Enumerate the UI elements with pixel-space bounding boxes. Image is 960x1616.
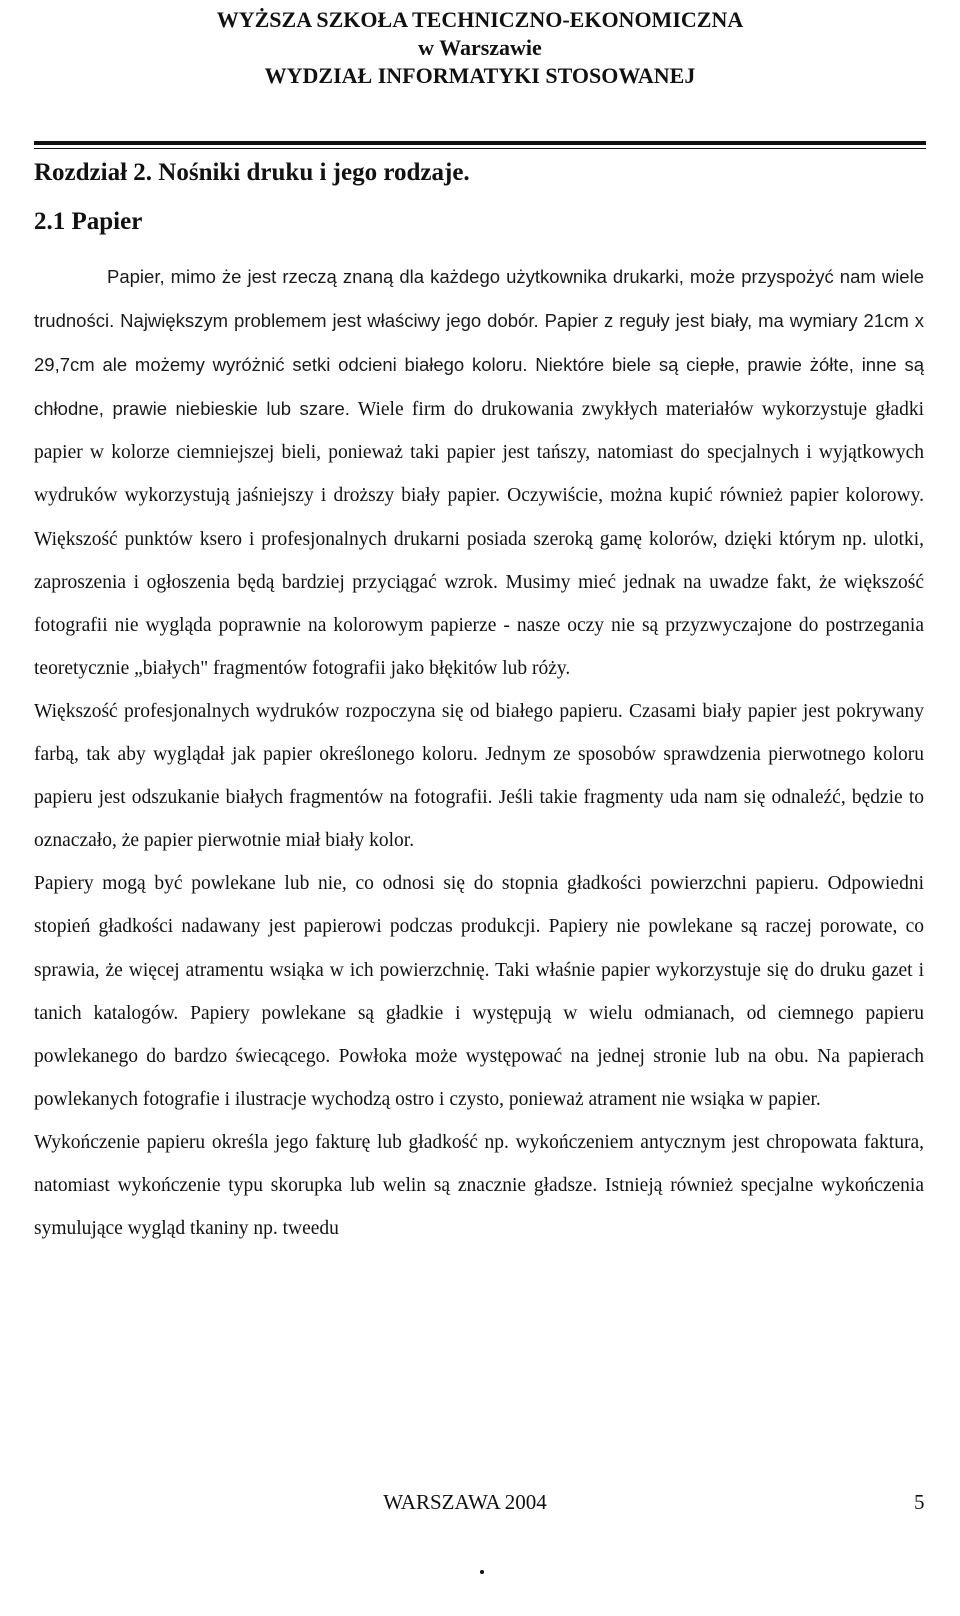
- paragraph-3: Papiery mogą być powlekane lub nie, co odnosi się do stopnia gładkości powierzchni papieru. Odpowiedni stopień gładkości nadawany jest papierowi podczas produkcji. Papiery nie powlekane są raczej porowate, co sprawia, że więcej atramentu wsiąka w ich powierzchnię. Taki właśnie papier wykorzystuje się do druku gazet i tanich katalogów. Papiery powlekane są gładkie i występują w wielu odmianach, od ciemnego papieru powlekanego do bardzo świecącego. Powłoka może występować na jednej stronie lub na obu. Na papierach powlekanych fotografie i ilustracje wychodzą ostro i czysto, ponieważ atrament nie wsiąka w papier.: [34, 873, 924, 1110]
- page-number: 5: [914, 1490, 925, 1514]
- paragraph-1-part-b: Wiele firm do drukowania zwykłych materiałów wykorzystuje gładki papier w kolorze ciemniejszej bieli, ponieważ taki papier jest tańszy, natomiast do specjalnych i wyjątkowych wydruków wykorzystują jaśniejszy i droższy biały papier. Oczywiście, można kupić również papier kolorowy. Większość punktów ksero i profesjonalnych drukarni posiada szeroką gamę kolorów, dzięki którym np. ulotki, zaproszenia i ogłoszenia będą bardziej przyciągać wzrok. Musimy mieć jednak na uwadze fakt, że większość fotografii nie wygląda poprawnie na kolorowym papierze - nasze oczy nie są przyzwyczajone do postrzegania teoretycznie „białych" fragmentów fotografii jako błękitów lub róży.: [34, 399, 924, 679]
- body-text: [34, 255, 924, 1250]
- faculty-name: WYDZIAŁ INFORMATYKI STOSOWANEJ: [264, 63, 696, 88]
- university-name: WYŻSZA SZKOŁA TECHNICZNO-EKONOMICZNA: [216, 7, 744, 32]
- paragraph-2: Większość profesjonalnych wydruków rozpoczyna się od białego papieru. Czasami biały papier jest pokrywany farbą, tak aby wyglądał jak papier określonego koloru. Jednym ze sposobów sprawdzenia pierwotnego koloru papieru jest odszukanie białych fragmentów na fotografii. Jeśli takie fragmenty uda nam się odnaleźć, będzie to oznaczało, że papier pierwotnie miał biały kolor.: [34, 700, 924, 852]
- footer-dot: [480, 1570, 484, 1574]
- document-header: [0, 6, 960, 90]
- header-rule-thick: [34, 141, 926, 145]
- header-rule-thin: [34, 148, 926, 149]
- footer-place-year: WARSZAWA 2004: [383, 1490, 547, 1514]
- university-city: w Warszawie: [418, 35, 542, 60]
- section-title: 2.1 Papier: [34, 208, 143, 235]
- paragraph-1-part-a: Papier, mimo że jest rzeczą znaną dla każdego użytkownika drukarki, może przyspożyć nam wiele trudności. Największym problemem jest właściwy jego dobór. Papier z reguły jest biały, ma wymiary 21cm x 29,7cm ale możemy wyróżnić setki odcieni białego koloru. Niektóre biele są ciepłe, prawie żółte, inne są chłodne, prawie niebieskie lub szare.: [34, 266, 924, 420]
- paragraph-1: [34, 255, 924, 690]
- chapter-title: Rozdział 2. Nośniki druku i jego rodzaje.: [34, 159, 470, 186]
- paragraph-4: Wykończenie papieru określa jego fakturę lub gładkość np. wykończeniem antycznym jest chropowata faktura, natomiast wykończenie typu skorupka lub welin są znacznie gładsze. Istnieją również specjalne wykończenia symulujące wygląd tkaniny np. tweedu: [34, 1131, 924, 1240]
